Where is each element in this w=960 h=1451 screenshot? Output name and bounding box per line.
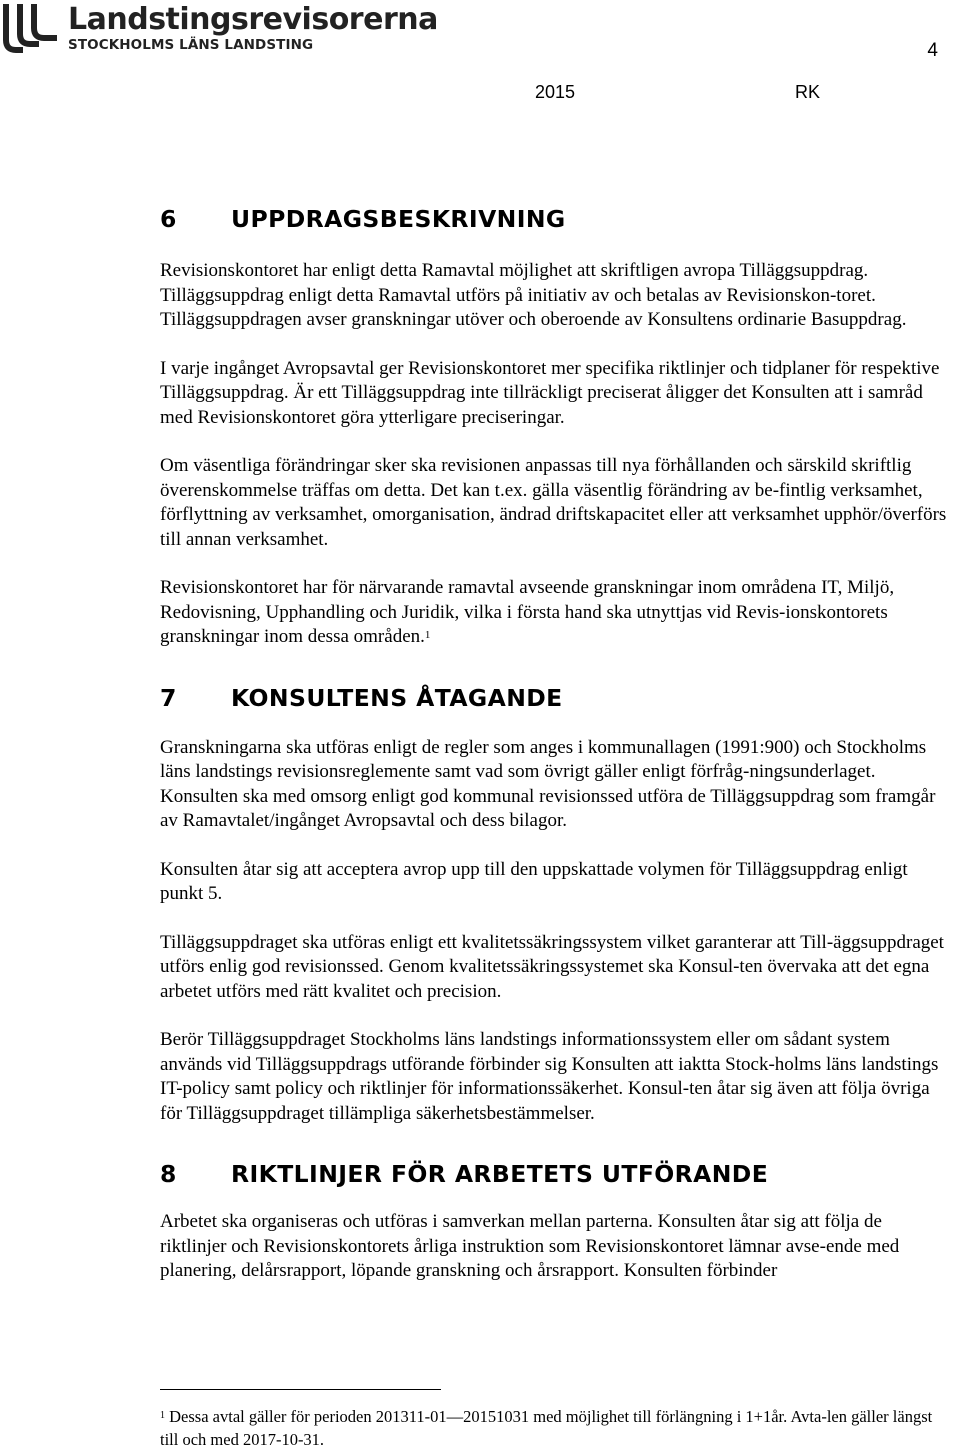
section-title: KONSULTENS ÅTAGANDE [231, 683, 563, 712]
org-subtitle: STOCKHOLMS LÄNS LANDSTING [68, 37, 314, 53]
paragraph: I varje ingånget Avropsavtal ger Revisionskontoret mer specifika riktlinjer och tidplaner för respektive Tilläggsuppdrag. Är ett Tilläggsuppdrag inte tillräckligt preciserat åligger det Konsulten att i samråd med Revisionskontoret göra ytterligare preciseringar. [160, 357, 940, 428]
paragraph: Arbetet ska organiseras och utföras i samverkan mellan parterna. Konsulten åtar sig att följa de riktlinjer och Revisionskontorets årliga instruktion som Revisionskontoret lämnar avse-ende med planering, delårsrapport, löpande granskning och årsrapport. Konsulten förbinder [160, 1211, 900, 1281]
footnote [160, 1405, 950, 1451]
author-initials: RK [795, 82, 821, 102]
logo-mark-icon [2, 4, 58, 54]
paragraph: Om väsentliga förändringar sker ska revisionen anpassas till nya förhållanden och särskild skriftlig överenskommelse träffas om detta. Det kan t.ex. gälla väsentlig förändring av be-fintlig verksamhet, förflyttning av verksamhet, omorganisation, ändrad driftskapacitet eller att verksamhet upphör/överförs till annan verksamhet. [160, 455, 947, 550]
document-body [160, 205, 950, 1284]
section-number: 6 [160, 205, 177, 233]
org-logo [0, 0, 438, 56]
footnote-marker: 1 [160, 1410, 165, 1421]
footnote-separator [160, 1389, 441, 1390]
section-heading [160, 1160, 950, 1188]
section-title: RIKTLINJER FÖR ARBETETS UTFÖRANDE [231, 1160, 769, 1188]
section-number: 8 [160, 1160, 177, 1188]
paragraph-text: Revisionskontoret har för närvarande ramavtal avseende granskningar inom områdena IT, Miljö, Redovisning, Upphandling och Juridik, vilka i första hand ska utnyttjas vid Revis-ionskontorets granskningar inom dessa områden. [160, 577, 895, 647]
section-title: UPPDRAGSBESKRIVNING [231, 205, 566, 233]
document-year: 2015 [535, 82, 576, 102]
footnote-reference: 1 [424, 629, 431, 641]
page-number: 4 [927, 40, 938, 61]
paragraph: Tilläggsuppdraget ska utföras enligt ett kvalitetssäkringssystem vilket garanterar att Till-äggsuppdraget utförs enlig god revisionssed. Genom kvalitetssäkringssystemet ska Konsul-ten övervaka att det egna arbetet utförs med rätt kvalitet och precision. [160, 931, 944, 1002]
paragraph: Konsulten åtar sig att acceptera avrop upp till den uppskattade volymen för Tilläggsuppdrag enligt punkt 5. [160, 858, 908, 904]
paragraph: Berör Tilläggsuppdraget Stockholms läns landstings informationssystem eller om sådant system används vid Tilläggsuppdrags utförande förbinder sig Konsulten att iaktta Stock-holms läns landstings IT-policy samt policy och riktlinjer för informationssäkerhet. Konsul-ten åtar sig även att följa övriga för Tilläggsuppdraget tillämpliga säkerhetsbestämmelser. [160, 1029, 939, 1124]
section-heading [160, 205, 950, 233]
footnote-text: Dessa avtal gäller för perioden 201311-01—20151031 med möjlighet till förlängning i 1+1år. Avta-len gäller längst till och med 2017-10-31. [160, 1407, 933, 1449]
org-name: Landstingsrevisorerna [68, 2, 438, 37]
paragraph: Revisionskontoret har enligt detta Ramavtal möjlighet att skriftligen avropa Tilläggsuppdrag. Tilläggsuppdrag enligt detta Ramavtal utförs på initiativ av och betalas av Revisionskon-toret. Tilläggsuppdragen avser granskningar utöver och oberoende av Konsultens ordinarie Basuppdrag. [160, 260, 907, 330]
section-heading [160, 684, 950, 712]
paragraph-with-footnote [160, 576, 950, 650]
paragraph: Granskningarna ska utföras enligt de regler som anges i kommunallagen (1991:900) och Stockholms läns landstings revisionsreglemente samt vad som övrigt gäller enligt förfråg-ningsunderlaget. Konsulten ska med omsorg enligt god kommunal revisionssed utföra de Tilläggsuppdrag som framgår av Ramavtalet/ingånget Avropsavtal och dess bilagor. [160, 736, 936, 831]
section-number: 7 [160, 683, 177, 712]
